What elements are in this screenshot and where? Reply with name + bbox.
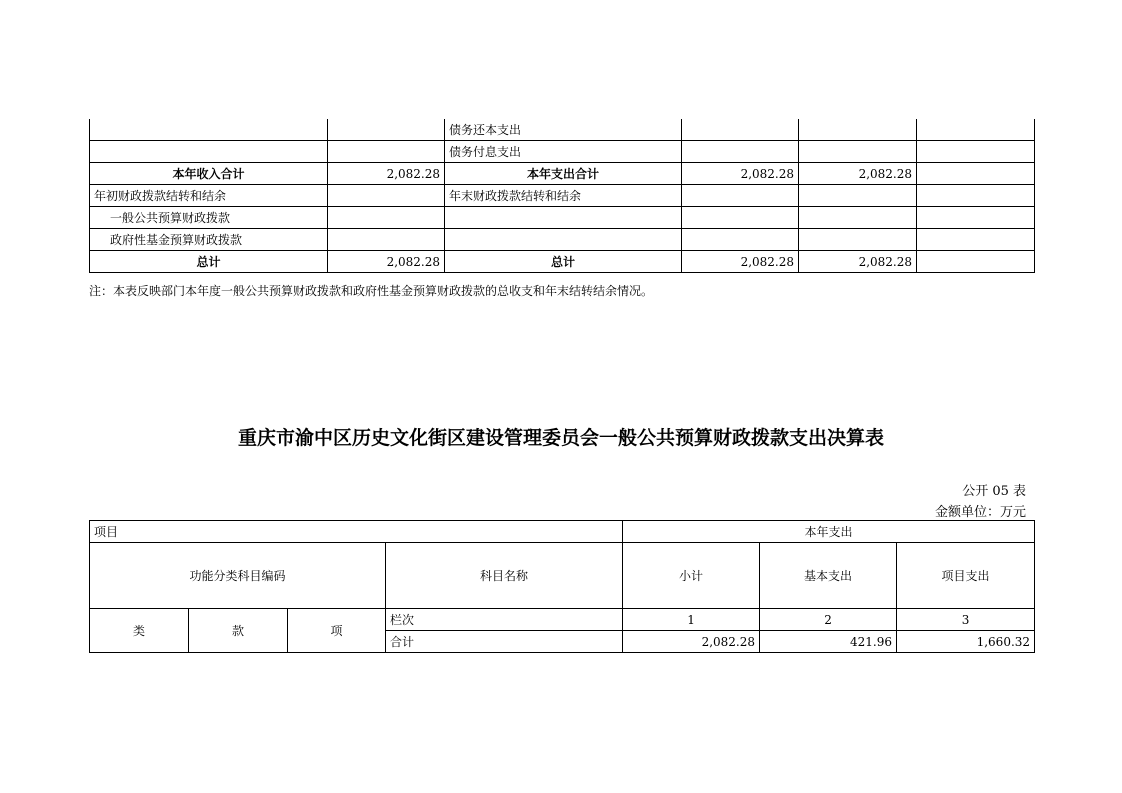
- page-title: 重庆市渝中区历史文化街区建设管理委员会一般公共预算财政拨款支出决算表: [237, 427, 884, 449]
- table-number: 公开 05 表: [962, 484, 1026, 499]
- table-row: 年初财政拨款结转和结余 年末财政拨款结转和结余: [90, 185, 1035, 207]
- table-row: 债务付息支出: [90, 141, 1035, 163]
- item-header: 项目: [90, 521, 623, 543]
- xiang-header: 项: [288, 609, 386, 653]
- project-header: 项目支出: [897, 543, 1035, 609]
- income-total-row: 本年收入合计 2,082.28 本年支出合计 2,082.28 2,082.28: [90, 163, 1035, 185]
- grand-total-row: 总计 2,082.28 总计 2,082.28 2,082.28: [90, 251, 1035, 273]
- current-year-header: 本年支出: [623, 521, 1035, 543]
- table-row: 债务还本支出: [90, 119, 1035, 141]
- total-row: 合计 2,082.28 421.96 1,660.32: [90, 631, 1035, 653]
- total-label: 合计: [386, 631, 623, 653]
- basic-header: 基本支出: [760, 543, 897, 609]
- subject-name-header: 科目名称: [386, 543, 623, 609]
- header-row: [90, 543, 1035, 609]
- amount-unit: 金额单位：万元: [934, 505, 1026, 520]
- subtotal-header: 小计: [623, 543, 760, 609]
- lei-header: 类: [90, 609, 189, 653]
- table-row: 政府性基金预算财政拨款: [90, 229, 1035, 251]
- expenditure-table: [89, 520, 1035, 653]
- table-note: 注：本表反映部门本年度一般公共预算财政拨款和政府性基金预算财政拨款的总收支和年末结转结余情况。: [89, 284, 654, 298]
- table-row: 一般公共预算财政拨款: [90, 207, 1035, 229]
- column-number-row: 类 款 项 栏次 1 2 3: [90, 609, 1035, 631]
- column-number-label: 栏次: [386, 609, 623, 631]
- func-code-header: 功能分类科目编码: [90, 543, 386, 609]
- kuan-header: 款: [189, 609, 288, 653]
- summary-table: [89, 119, 1035, 273]
- header-row: [90, 521, 1035, 543]
